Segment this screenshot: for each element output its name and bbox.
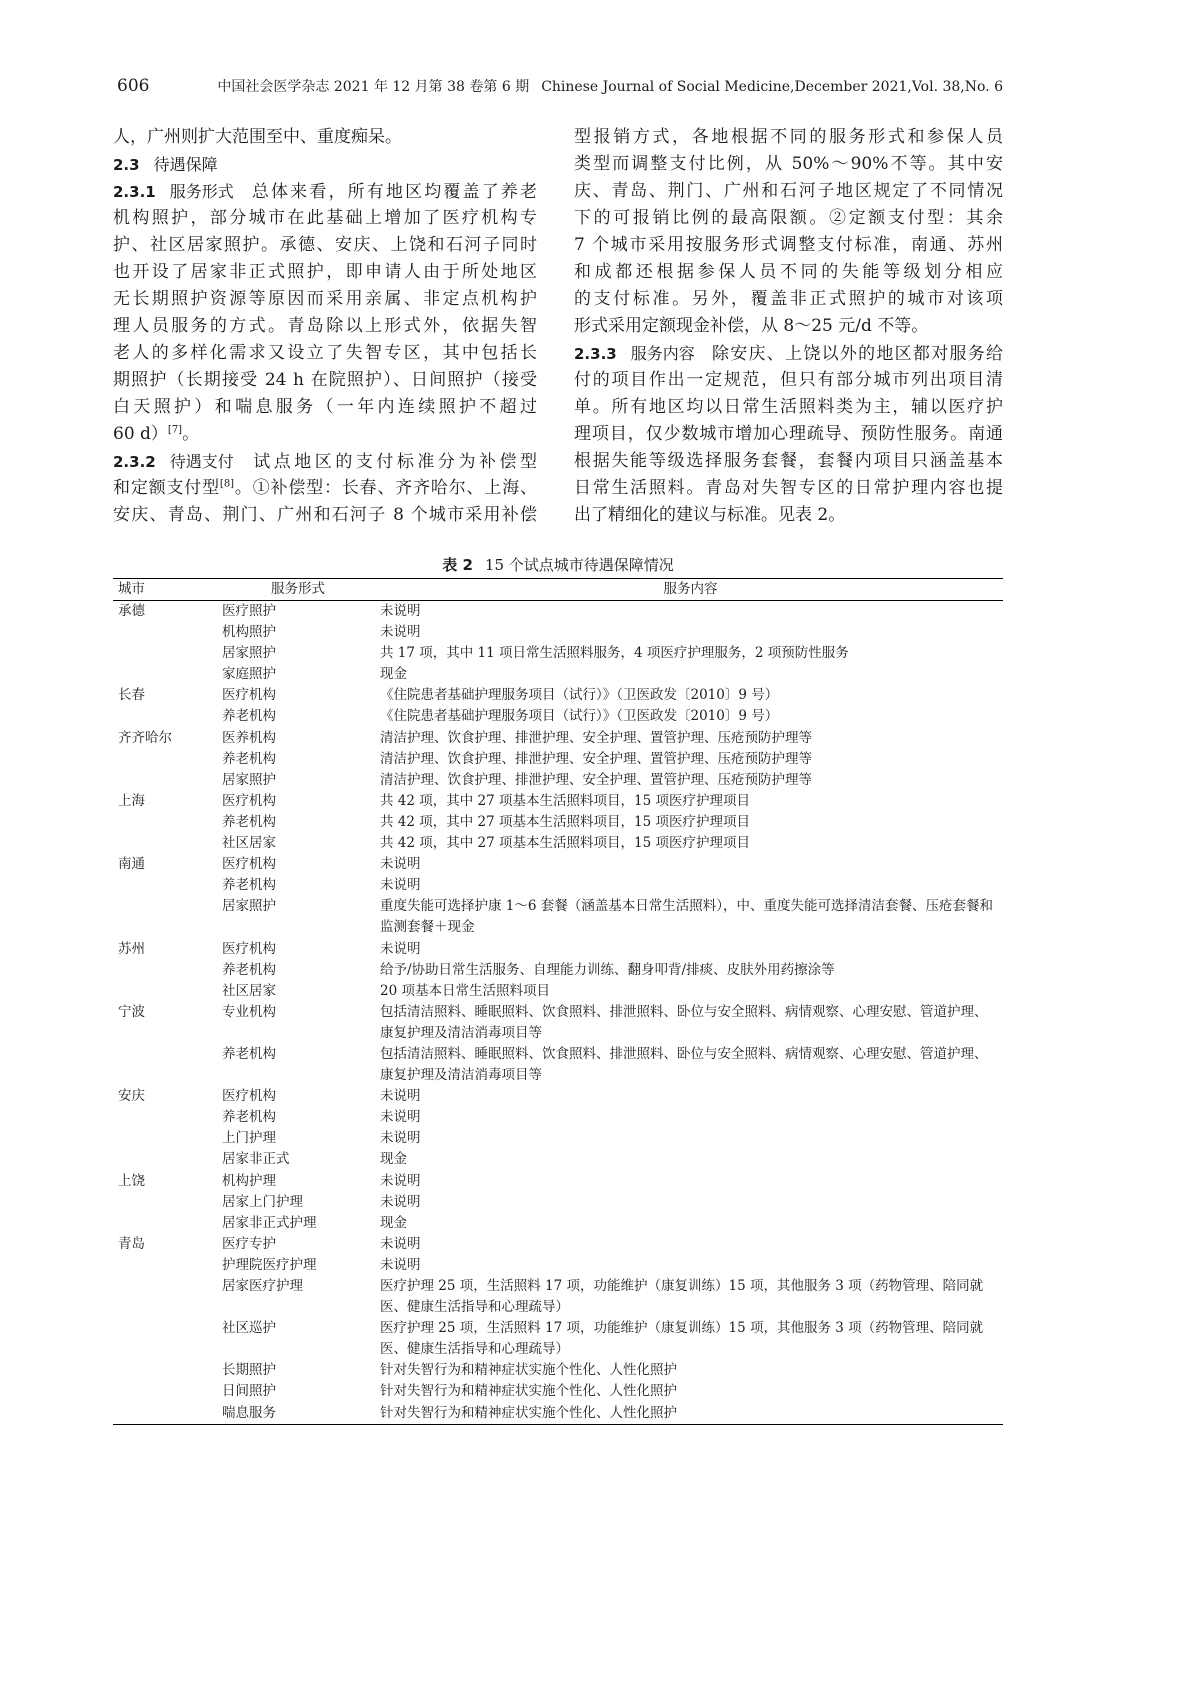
table-header [113,579,1003,601]
table-row [113,1360,1003,1381]
table-caption-title: 15 个试点城市待遇保障情况 [484,556,674,574]
service-form-cell: 养老机构 [222,877,276,894]
section-2-3-2-first-line [113,448,537,475]
service-content-cell: 共 42 项，其中 27 项基本生活照料项目，15 项医疗护理项目 [380,792,750,809]
table-row [113,960,1003,981]
service-content-cell: 未说明 [380,940,421,957]
city-cell: 青岛 [118,1235,145,1252]
service-form-cell: 家庭照护 [222,666,276,683]
paragraph-text: 。①补偿型：长春、齐齐哈尔、上海、 [234,478,538,498]
city-cell: 南通 [118,856,145,873]
table-row [113,1107,1003,1128]
header-service-content: 服务内容 [378,579,1003,601]
service-form-cell: 社区居家 [222,835,276,852]
service-content-cell: 清洁护理、饮食护理、排泄护理、安全护理、置管护理、压疮预防护理等 [380,729,812,746]
section-heading-2-3 [113,151,537,178]
section-number: 2.3 [113,156,140,174]
section-2-3-1-first-line [113,178,537,205]
paragraph-line: 理项目，仅少数城市增加心理疏导、预防性服务。南通 [574,424,1003,444]
service-form-cell: 居家照护 [222,645,276,662]
service-form-cell: 居家医疗护理 [222,1278,303,1294]
table-row [113,1128,1003,1149]
table-row [113,1234,1003,1255]
right-column [574,124,1003,529]
service-form-cell: 医疗机构 [222,940,276,957]
paragraph-line: 类型而调整支付比例，从 50%～90%不等。其中安 [574,154,1003,174]
paragraph-line: 安庆、青岛、荆门、广州和石河子 8 个城市采用补偿 [113,505,537,525]
service-content-cell: 《住院患者基础护理服务项目（试行）》（卫医政发〔2010〕9 号） [380,687,779,704]
paragraph-line: 单。所有地区均以日常生活照料类为主，辅以医疗护 [574,397,1003,417]
table-row [113,728,1003,749]
service-form-cell: 医养机构 [222,729,276,746]
paragraph-line: 型报销方式，各地根据不同的服务形式和参保人员 [574,127,1003,147]
journal-title-en: Chinese Journal of Social Medicine,December 2021,Vol. 38,No. 6 [541,79,1003,95]
page-number: 606 [117,76,150,96]
service-content-cell: 未说明 [380,603,421,619]
service-form-cell: 医疗机构 [222,792,276,809]
service-form-cell: 医疗专护 [222,1235,276,1252]
paragraph-line: 付的项目作出一定规范，但只有部分城市列出项目清 [574,370,1003,390]
subsection-number: 2.3.3 [574,345,617,363]
service-form-cell: 医疗照护 [222,603,276,619]
benefits-table [113,578,1003,1425]
subsection-title: 服务内容 [630,344,695,363]
table-row [113,939,1003,960]
service-form-cell: 居家非正式 [222,1151,290,1168]
service-form-cell: 机构护理 [222,1172,276,1189]
table-row [113,1171,1003,1192]
service-content-cell: 给予/协助日常生活服务、自理能力训练、翻身叩背/排痰、皮肤外用药擦涂等 [380,961,835,978]
paragraph-line: 也开设了居家非正式照护，即申请人由于所处地区 [113,262,537,282]
table-row [113,1403,1003,1425]
service-content-cell: 未说明 [380,856,421,873]
table-row [113,622,1003,643]
service-content-cell: 针对失智行为和精神症状实施个性化、人性化照护 [380,1362,677,1379]
service-form-cell: 喘息服务 [222,1404,276,1421]
paragraph-text: 总体来看，所有地区均覆盖了养老 [249,182,537,202]
paragraph-line [113,475,537,502]
paragraph-last-line [113,421,537,448]
service-form-cell: 社区巡护 [222,1320,276,1337]
service-form-cell: 居家上门护理 [222,1193,303,1210]
paragraph-line: 老人的多样化需求又设立了失智专区，其中包括长 [113,343,537,363]
paragraph-line: 机构照护，部分城市在此基础上增加了医疗机构专 [113,208,537,228]
service-form-cell: 社区居家 [222,982,276,999]
service-content-cell: 20 项基本日常生活照料项目 [380,982,550,999]
city-cell: 苏州 [118,940,145,957]
service-form-cell: 上门护理 [222,1130,276,1147]
table-row [113,791,1003,812]
service-form-cell: 养老机构 [222,1045,276,1062]
paragraph-line: 护、社区居家照护。承德、安庆、上饶和石河子同时 [113,235,537,255]
service-content-cell: 未说明 [380,1088,421,1105]
service-content-cell: 现金 [380,1151,407,1168]
service-content-cell: 未说明 [380,624,421,641]
service-content-cell: 现金 [380,1214,407,1231]
table-row [113,833,1003,854]
paragraph-line: 下的可报销比例的最高限额。②定额支付型：其余 [574,208,1003,228]
service-content-cell: 未说明 [380,1130,421,1147]
paragraph-line: 7 个城市采用按服务形式调整支付标准，南通、苏州 [574,235,1003,255]
service-form-cell: 养老机构 [222,708,276,725]
table-row [113,1002,1003,1044]
service-content-cell: 共 42 项，其中 27 项基本生活照料项目，15 项医疗护理项目 [380,813,750,830]
paragraph-text: 60 d） [113,424,168,444]
continuation-line: 人，广州则扩大范围至中、重度痴呆。 [113,127,402,147]
table-header-row [113,579,1003,601]
paragraph-line: 和成都还根据参保人员不同的失能等级划分相应 [574,262,1003,282]
service-content-cell: 针对失智行为和精神症状实施个性化、人性化照护 [380,1404,677,1421]
service-form-cell: 居家照护 [222,898,276,915]
service-content-cell: 包括清洁照料、睡眠照料、饮食照料、排泄照料、卧位与安全照料、病情观察、心理安慰、管道护理、康复护理及清洁消毒项目等 [380,1003,988,1041]
section-title: 待遇保障 [153,155,218,174]
service-content-cell: 清洁护理、饮食护理、排泄护理、安全护理、置管护理、压疮预防护理等 [380,750,812,767]
paragraph-text: 试点地区的支付标准分为补偿型 [249,452,537,472]
table-row [113,749,1003,770]
table-row [113,854,1003,875]
service-content-cell: 现金 [380,666,407,683]
service-content-cell: 未说明 [380,1172,421,1189]
journal-title-cn: 中国社会医学杂志 2021 年 12 月第 38 卷第 6 期 [217,79,530,95]
table-row [113,1318,1003,1360]
table-row [113,1255,1003,1276]
table-row [113,1381,1003,1402]
table-row [113,770,1003,791]
subsection-number: 2.3.2 [113,453,156,471]
service-form-cell: 日间照护 [222,1383,276,1400]
table-row [113,643,1003,664]
city-cell: 上海 [118,792,145,809]
service-content-cell: 包括清洁照料、睡眠照料、饮食照料、排泄照料、卧位与安全照料、病情观察、心理安慰、管道护理、康复护理及清洁消毒项目等 [380,1045,988,1084]
table-row [113,896,1003,938]
left-column [113,124,537,529]
service-form-cell: 护理院医疗护理 [222,1256,317,1273]
table-row [113,664,1003,685]
city-cell: 上饶 [118,1172,145,1189]
table-caption [113,554,1003,578]
service-content-cell: 共 42 项，其中 27 项基本生活照料项目，15 项医疗护理项目 [380,835,750,852]
table-body [113,601,1003,1425]
city-cell: 长春 [118,687,145,704]
table-row [113,1192,1003,1213]
service-form-cell: 养老机构 [222,1109,276,1126]
header-service-form: 服务形式 [218,579,378,601]
citation-ref: [8] [219,478,235,490]
service-content-cell: 针对失智行为和精神症状实施个性化、人性化照护 [380,1383,677,1400]
table-row [113,1149,1003,1170]
table-row [113,981,1003,1002]
service-content-cell: 《住院患者基础护理服务项目（试行）》（卫医政发〔2010〕9 号） [380,708,779,725]
service-content-cell: 未说明 [380,1235,421,1252]
paragraph-line: 的支付标准。另外，覆盖非正式照护的城市对该项 [574,289,1003,309]
service-content-cell: 未说明 [380,1109,421,1126]
table-row [113,812,1003,833]
city-cell: 齐齐哈尔 [118,729,172,746]
table-caption-label: 表 2 [442,556,473,574]
service-form-cell: 机构照护 [222,624,276,641]
section-2-3-3-first-line [574,340,1003,367]
service-form-cell: 医疗机构 [222,1088,276,1105]
service-form-cell: 居家非正式护理 [222,1214,317,1231]
paragraph-text: 除安庆、上饶以外的地区都对服务给 [710,344,1003,364]
paragraph-line: 根据失能等级选择服务套餐，套餐内项目只涵盖基本 [574,451,1003,471]
table-row [113,1276,1003,1318]
paragraph-text: 和定额支付型 [113,478,220,498]
table-row [113,1086,1003,1107]
service-form-cell: 长期照护 [222,1362,276,1379]
service-content-cell: 共 17 项，其中 11 项日常生活照料服务，4 项医疗护理服务，2 项预防性服务 [380,645,849,662]
service-content-cell: 医疗护理 25 项，生活照料 17 项，功能维护（康复训练）15 项，其他服务 3 项（药物管理、陪同就医、健康生活指导和心理疏导） [380,1278,984,1316]
table-row [113,706,1003,727]
service-form-cell: 养老机构 [222,813,276,830]
service-form-cell: 养老机构 [222,961,276,978]
table-row [113,875,1003,896]
table-block [113,554,1003,1425]
subsection-number: 2.3.1 [113,183,156,201]
city-cell: 宁波 [118,1003,145,1020]
service-content-cell: 医疗护理 25 项，生活照料 17 项，功能维护（康复训练）15 项，其他服务 3 项（药物管理、陪同就医、健康生活指导和心理疏导） [380,1320,984,1358]
running-header [217,77,1003,97]
citation-ref: [7] [167,424,183,436]
paragraph-last-line: 形式采用定额现金补偿，从 8～25 元/d 不等。 [574,316,929,336]
service-form-cell: 居家照护 [222,771,276,788]
service-form-cell: 养老机构 [222,750,276,767]
table-row [113,1213,1003,1234]
table-row [113,1044,1003,1086]
service-content-cell: 未说明 [380,1193,421,1210]
paragraph-line: 庆、青岛、荆门、广州和石河子地区规定了不同情况 [574,181,1003,201]
service-content-cell: 重度失能可选择护康 1～6 套餐（涵盖基本日常生活照料），中、重度失能可选择清洁套餐、压疮套餐和监测套餐＋现金 [380,898,994,936]
service-content-cell: 清洁护理、饮食护理、排泄护理、安全护理、置管护理、压疮预防护理等 [380,771,812,788]
city-cell: 安庆 [118,1088,145,1105]
service-form-cell: 医疗机构 [222,856,276,873]
paragraph-line: 无长期照护资源等原因而采用亲属、非定点机构护 [113,289,537,309]
paragraph-line: 日常生活照料。青岛对失智专区的日常护理内容也提 [574,478,1003,498]
paragraph-line: 理人员服务的方式。青岛除以上形式外，依据失智 [113,316,537,336]
paragraph-last-line: 出了精细化的建议与标准。见表 2。 [574,505,846,525]
subsection-title: 待遇支付 [169,452,234,471]
service-content-cell: 未说明 [380,877,421,894]
subsection-title: 服务形式 [169,182,234,201]
service-content-cell: 未说明 [380,1256,421,1273]
city-cell: 承德 [118,603,145,619]
service-form-cell: 专业机构 [222,1003,276,1020]
service-form-cell: 医疗机构 [222,687,276,704]
paragraph-text: 。 [182,424,200,444]
table-row [113,601,1003,623]
table-row [113,685,1003,706]
paragraph-line: 期照护（长期接受 24 h 在院照护）、日间照护（接受 [113,370,537,390]
header-city: 城市 [113,579,218,601]
paragraph-line: 白天照护）和喘息服务（一年内连续照护不超过 [113,397,537,417]
